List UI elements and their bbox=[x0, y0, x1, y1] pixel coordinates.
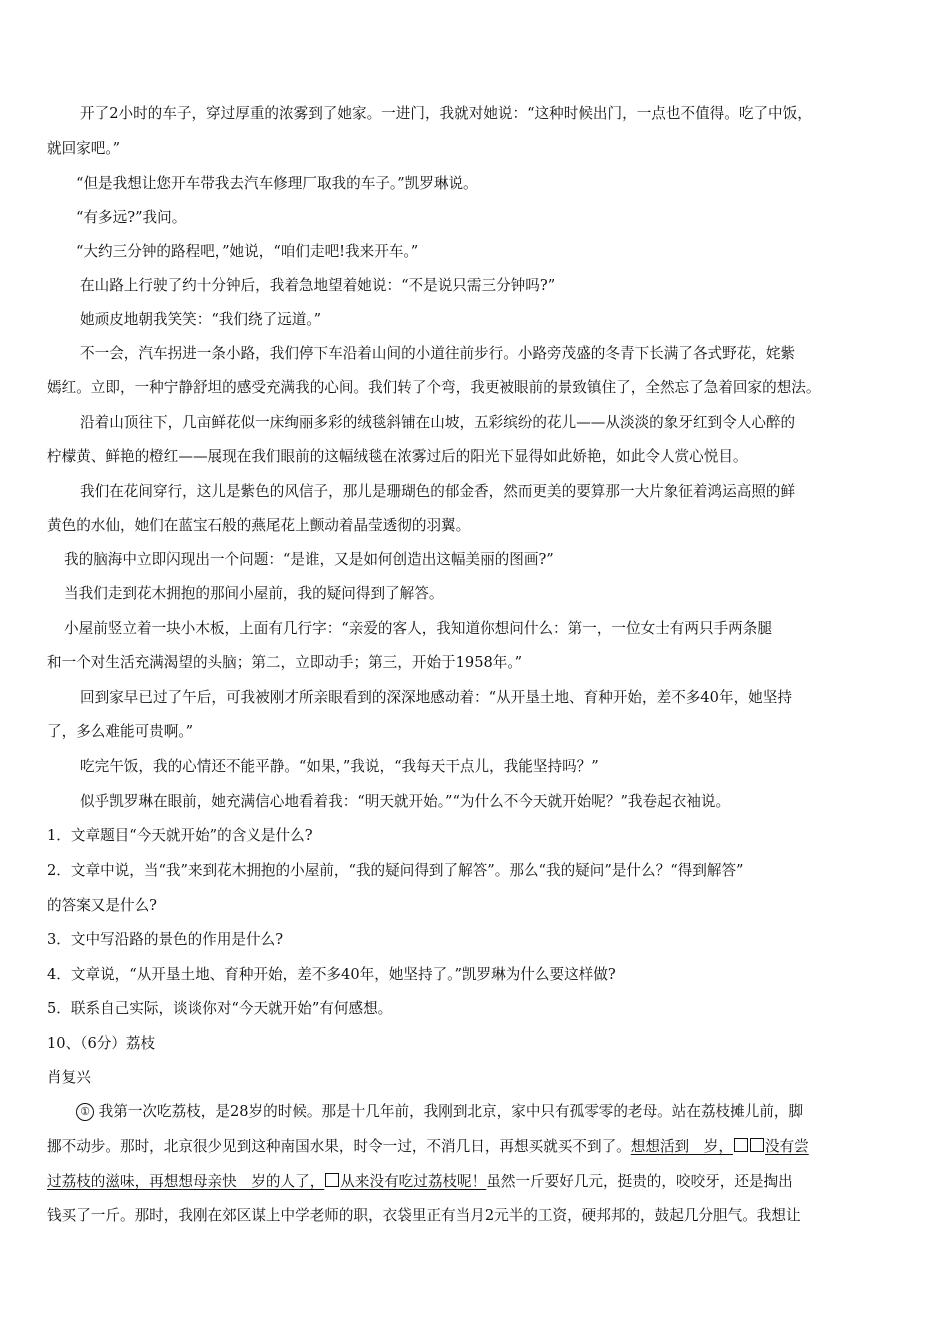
underlined-text: 想想活到 岁， 没有尝 bbox=[630, 1138, 809, 1155]
story-line: 小屋前竖立着一块小木板，上面有几行字：“亲爱的客人，我知道你想问什么：第一，一位女士有两只手两条腿 bbox=[64, 620, 772, 637]
section-heading: 10、（6分）荔枝 bbox=[47, 1035, 156, 1052]
author-name: 肖复兴 bbox=[47, 1069, 91, 1086]
paragraph-marker: ① bbox=[76, 1103, 94, 1121]
passage-line bbox=[47, 1172, 907, 1192]
question-2: 2．文章中说，当“我”来到花木拥抱的小屋前，“我的疑问得到了解答”。那么“我的疑问”是什么？“得到解答” bbox=[47, 862, 744, 879]
story-line: 柠檬黄、鲜艳的橙红——展现在我们眼前的这幅绒毯在浓雾过后的阳光下显得如此娇艳，如此令人赏心悦目。 bbox=[47, 448, 748, 465]
passage-text: 我第一次吃荔枝，是28岁的时候。那是十几年前，我刚到北京，家中只有孤零零的老母。站在荔枝摊儿前，脚 bbox=[98, 1103, 804, 1120]
story-line: 黄色的水仙，她们在蓝宝石般的燕尾花上颤动着晶莹透彻的羽翼。 bbox=[47, 517, 471, 534]
blank-box bbox=[734, 1138, 748, 1152]
question-5: 5．联系自己实际，谈谈你对“今天就开始”有何感想。 bbox=[47, 1000, 393, 1017]
question-4: 4．文章说，“从开垦土地、育种开始，差不多40年，她坚持了。”凯罗琳为什么要这样做? bbox=[47, 966, 616, 983]
blank-box bbox=[325, 1173, 339, 1187]
story-line: 我们在花间穿行，这儿是紫色的风信子，那儿是珊瑚色的郁金香，然而更美的要算那一大片象征着鸿运高照的鲜 bbox=[80, 483, 796, 500]
blank-box bbox=[750, 1138, 764, 1152]
question-1: 1．文章题目“今天就开始”的含义是什么? bbox=[47, 827, 313, 844]
passage-text: 虽然一斤要好几元，挺贵的，咬咬牙，还是掏出 bbox=[486, 1173, 793, 1190]
story-line: 她顽皮地朝我笑笑：“我们绕了远道。” bbox=[80, 311, 322, 328]
story-line: 沿着山顶往下，几亩鲜花似一床绚丽多彩的绒毯斜铺在山坡，五彩缤纷的花儿——从淡淡的象牙红到令人心醉的 bbox=[80, 414, 796, 431]
story-line: 我的脑海中立即闪现出一个问题：“是谁，又是如何创造出这幅美丽的图画?” bbox=[64, 551, 554, 568]
story-line: 了，多么难能可贵啊。” bbox=[47, 723, 194, 740]
story-line: 当我们走到花木拥抱的那间小屋前，我的疑问得到了解答。 bbox=[64, 585, 444, 602]
story-line: 就回家吧。” bbox=[47, 140, 121, 157]
underlined-text: 过荔枝的滋味，再想想母亲快 岁的人了， 从来没有吃过荔枝呢！ bbox=[47, 1173, 487, 1190]
story-line: 似乎凯罗琳在眼前，她充满信心地看着我：“明天就开始。”“为什么不今天就开始呢？”我卷起衣袖说。 bbox=[80, 793, 731, 810]
passage-line: 钱买了一斤。那时，我刚在郊区谋上中学老师的职，衣袋里正有当月2元半的工资，硬邦邦的，鼓起几分胆气。我想让 bbox=[47, 1207, 801, 1224]
passage-text: 挪不动步。那时，北京很少见到这种南国水果，时令一过，不消几日，再想买就买不到了。 bbox=[47, 1138, 631, 1155]
story-line: 不一会，汽车拐进一条小路，我们停下车沿着山间的小道往前步行。小路旁茂盛的冬青下长满了各式野花，姹紫 bbox=[80, 345, 796, 362]
story-line: 回到家早已过了午后，可我被刚才所亲眼看到的深深地感动着：“从开垦土地、育种开始，差不多40年，她坚持 bbox=[80, 689, 792, 706]
passage-line bbox=[47, 1137, 907, 1157]
story-line: 和一个对生活充满渴望的头脑；第二，立即动手；第三，开始于1958年。” bbox=[47, 654, 523, 671]
question-2-continued: 的答案又是什么? bbox=[47, 897, 157, 914]
story-line: 吃完午饭，我的心情还不能平静。“如果，”我说，“我每天干点儿，我能坚持吗？” bbox=[80, 758, 599, 775]
passage-line bbox=[76, 1102, 908, 1122]
story-line: “但是我想让您开车带我去汽车修理厂取我的车子。”凯罗琳说。 bbox=[76, 175, 478, 192]
story-line: 嫣红。立即，一种宁静舒坦的感受充满我的心间。我们转了个弯，我更被眼前的景致镇住了，全然忘了急着回家的想法。 bbox=[47, 379, 821, 396]
story-line: 在山路上行驶了约十分钟后，我着急地望着她说：“不是说只需三分钟吗?” bbox=[80, 277, 556, 294]
story-line: 开了2小时的车子，穿过厚重的浓雾到了她家。一进门，我就对她说：“这种时候出门，一点也不值得。吃了中饭， bbox=[80, 105, 812, 122]
question-3: 3．文中写沿路的景色的作用是什么? bbox=[47, 931, 284, 948]
story-line: “有多远?”我问。 bbox=[76, 209, 187, 226]
story-line: “大约三分钟的路程吧，”她说，“咱们走吧!我来开车。” bbox=[76, 243, 419, 260]
